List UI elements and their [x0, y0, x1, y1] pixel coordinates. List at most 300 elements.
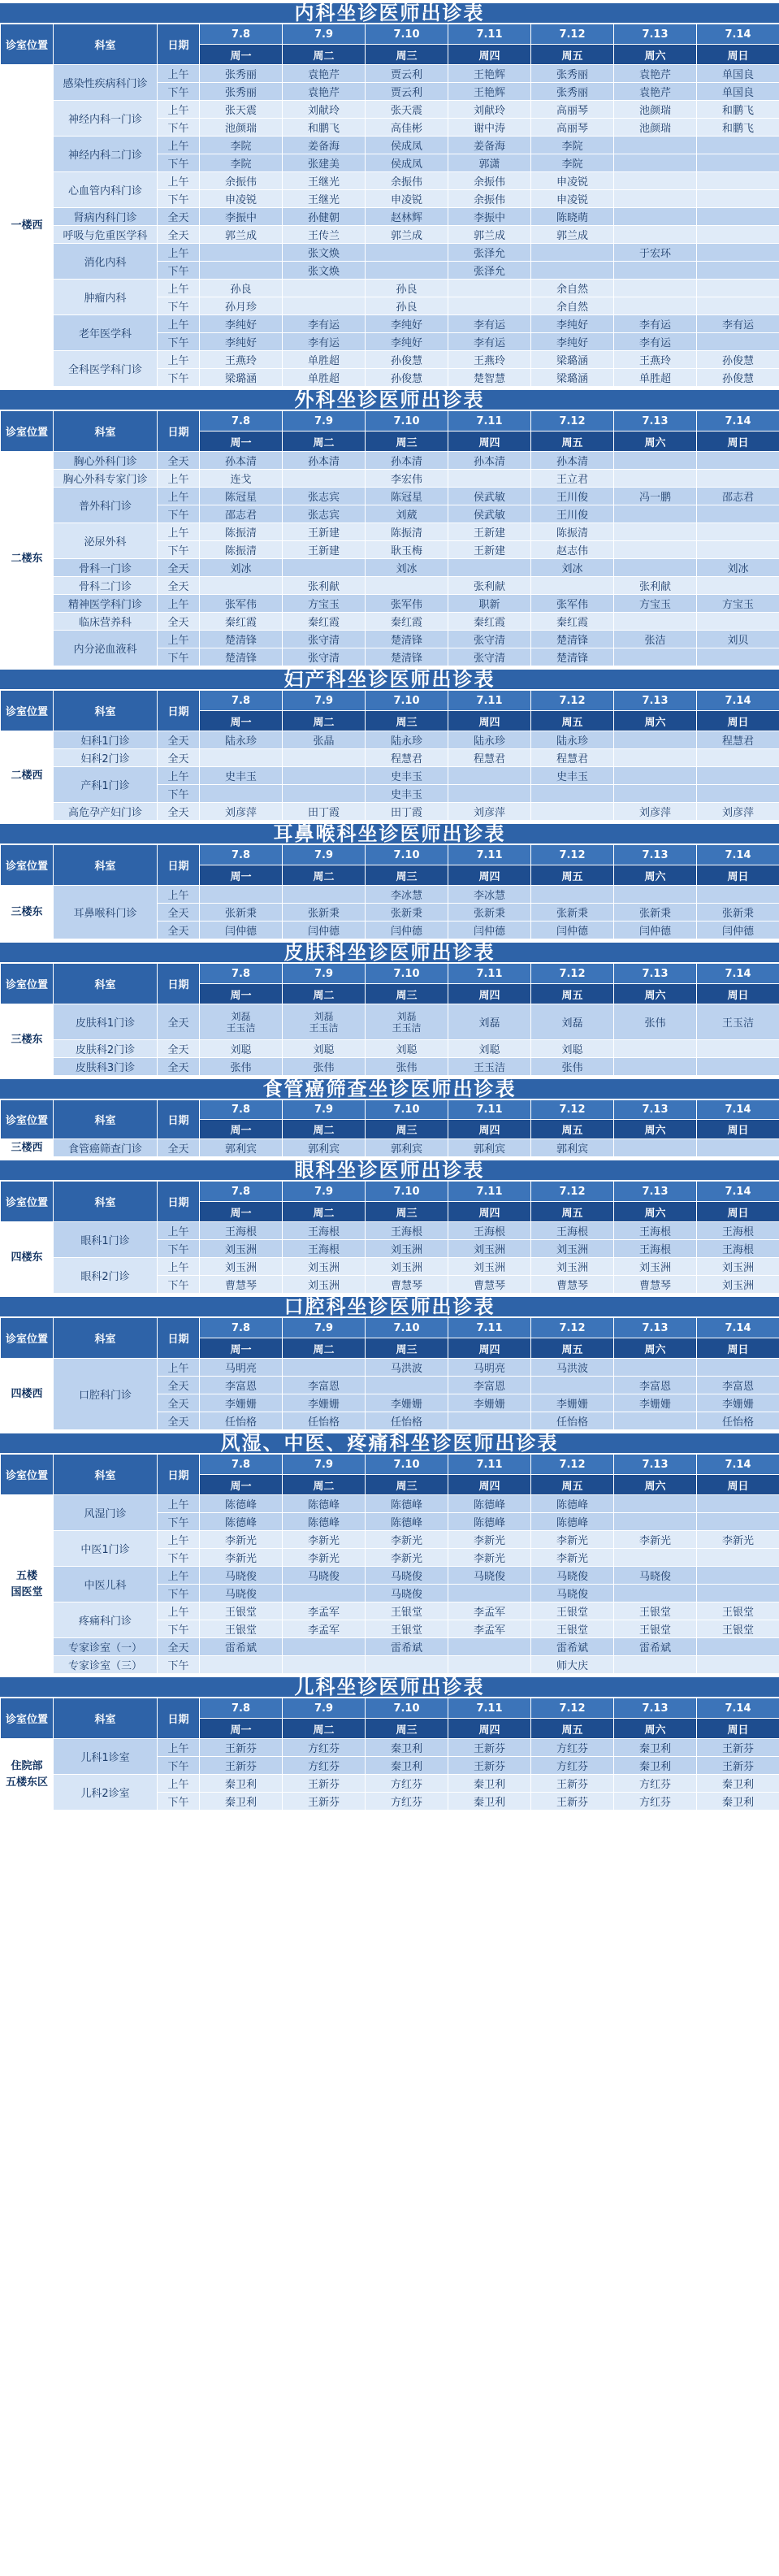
- header-day: 7.11: [448, 964, 531, 984]
- dept-cell: 胸心外科门诊: [54, 452, 158, 470]
- table-row: [1, 208, 779, 226]
- doctor-cell: 张晶: [283, 731, 366, 749]
- doctor-cell: 王新芬: [448, 1739, 531, 1757]
- doctor-cell: 李新光: [614, 1531, 697, 1549]
- doctor-cell: 刘磊: [531, 1004, 614, 1040]
- doctor-cell: 池颜瑞: [614, 119, 697, 137]
- doctor-cell: 王新芬: [697, 1757, 779, 1775]
- doctor-cell: [697, 226, 779, 244]
- table-row: [1, 351, 779, 369]
- doctor-cell: 高丽琴: [531, 101, 614, 119]
- header-day: 7.12: [531, 411, 614, 432]
- doctor-cell: 秦红霞: [366, 613, 448, 631]
- dept-cell: 妇科1门诊: [54, 731, 158, 749]
- doctor-cell: 马洪波: [366, 1359, 448, 1377]
- period-cell: 全天: [158, 1394, 200, 1412]
- header-day: 7.13: [614, 1182, 697, 1202]
- doctor-cell: [531, 577, 614, 595]
- doctor-cell: 孙俊慧: [697, 351, 779, 369]
- doctor-cell: 秦卫利: [448, 1793, 531, 1811]
- doctor-cell: 楚清锋: [366, 631, 448, 648]
- doctor-cell: [614, 731, 697, 749]
- doctor-cell: 刘磊 王玉洁: [366, 1004, 448, 1040]
- doctor-cell: [614, 613, 697, 631]
- table-row: [1, 65, 779, 83]
- doctor-cell: 李有运: [697, 315, 779, 333]
- section-title: 内科坐诊医师出诊表: [0, 0, 779, 24]
- period-cell: 全天: [158, 749, 200, 767]
- header-weekday: 周一: [200, 1338, 283, 1359]
- doctor-cell: 李有运: [614, 333, 697, 351]
- dept-cell: 心血管内科门诊: [54, 172, 158, 208]
- doctor-cell: [448, 767, 531, 785]
- location-cell: 四楼东: [1, 1222, 54, 1294]
- doctor-cell: 刘献玲: [283, 101, 366, 119]
- period-cell: 上午: [158, 767, 200, 785]
- doctor-cell: [697, 1139, 779, 1157]
- dept-cell: 骨科一门诊: [54, 559, 158, 577]
- doctor-cell: [283, 767, 366, 785]
- doctor-cell: 李纯好: [200, 333, 283, 351]
- doctor-cell: 张秀丽: [200, 65, 283, 83]
- header-location: 诊室位置: [1, 411, 54, 452]
- doctor-cell: 王海根: [614, 1240, 697, 1258]
- doctor-cell: 马晓俊: [366, 1567, 448, 1585]
- period-cell: 上午: [158, 488, 200, 505]
- section-title: 儿科坐诊医师出诊表: [0, 1674, 779, 1698]
- table-row: [1, 280, 779, 297]
- doctor-cell: 方红芬: [366, 1793, 448, 1811]
- doctor-cell: 张新秉: [448, 904, 531, 922]
- doctor-cell: 王银堂: [200, 1602, 283, 1620]
- header-day: 7.11: [448, 1100, 531, 1120]
- header-location: 诊室位置: [1, 1318, 54, 1359]
- period-cell: 上午: [158, 137, 200, 154]
- location-cell: 五楼 国医堂: [1, 1495, 54, 1674]
- doctor-cell: [614, 559, 697, 577]
- header-weekday: 周日: [697, 45, 779, 65]
- doctor-cell: [283, 470, 366, 488]
- period-cell: 上午: [158, 523, 200, 541]
- doctor-cell: 刘玉洲: [366, 1240, 448, 1258]
- doctor-cell: 张守清: [283, 648, 366, 666]
- period-cell: 上午: [158, 1602, 200, 1620]
- doctor-cell: 李新光: [283, 1549, 366, 1567]
- period-cell: 上午: [158, 351, 200, 369]
- doctor-cell: [283, 559, 366, 577]
- header-weekday: 周二: [283, 432, 366, 452]
- doctor-cell: 李新光: [366, 1549, 448, 1567]
- doctor-cell: [697, 1513, 779, 1531]
- section-title: 妇产科坐诊医师出诊表: [0, 666, 779, 690]
- header-day: 7.9: [283, 1318, 366, 1338]
- doctor-cell: 孙良: [366, 297, 448, 315]
- doctor-cell: 闫仲德: [448, 922, 531, 939]
- doctor-cell: 张文焕: [283, 262, 366, 280]
- doctor-cell: 和鹏飞: [697, 119, 779, 137]
- header-weekday: 周日: [697, 865, 779, 886]
- table-row: [1, 1495, 779, 1513]
- doctor-cell: 陈德峰: [448, 1513, 531, 1531]
- doctor-cell: 谢中涛: [448, 119, 531, 137]
- dept-cell: 老年医学科: [54, 315, 158, 351]
- doctor-cell: 余振伟: [200, 172, 283, 190]
- doctor-cell: 刘玉洲: [283, 1258, 366, 1276]
- header-day: 7.10: [366, 411, 448, 432]
- doctor-cell: 陈德峰: [448, 1495, 531, 1513]
- header-day: 7.9: [283, 691, 366, 711]
- period-cell: 上午: [158, 595, 200, 613]
- doctor-cell: [614, 190, 697, 208]
- period-cell: 下午: [158, 1656, 200, 1674]
- doctor-cell: 梁璐涵: [531, 351, 614, 369]
- doctor-cell: 马晓俊: [283, 1567, 366, 1585]
- header-dept: 科室: [54, 24, 158, 65]
- doctor-cell: 程慧君: [366, 749, 448, 767]
- doctor-cell: 李孟军: [448, 1620, 531, 1638]
- header-day: 7.10: [366, 1100, 448, 1120]
- header-dept: 科室: [54, 1318, 158, 1359]
- doctor-cell: 刘玉洲: [200, 1240, 283, 1258]
- doctor-cell: [697, 1040, 779, 1058]
- period-cell: 全天: [158, 613, 200, 631]
- doctor-cell: [448, 1585, 531, 1602]
- doctor-cell: 陈冠星: [200, 488, 283, 505]
- doctor-cell: [448, 297, 531, 315]
- doctor-cell: [283, 297, 366, 315]
- doctor-cell: 陈德峰: [200, 1495, 283, 1513]
- period-cell: 上午: [158, 315, 200, 333]
- header-weekday: 周五: [531, 984, 614, 1004]
- doctor-cell: 于宏环: [614, 244, 697, 262]
- doctor-cell: 孙良: [200, 280, 283, 297]
- doctor-cell: 方红芬: [283, 1739, 366, 1757]
- period-cell: 全天: [158, 922, 200, 939]
- doctor-cell: [200, 577, 283, 595]
- doctor-cell: 孙本清: [283, 452, 366, 470]
- doctor-cell: 孙本清: [200, 452, 283, 470]
- header-location: 诊室位置: [1, 1182, 54, 1222]
- period-cell: 全天: [158, 559, 200, 577]
- doctor-cell: 李纯好: [531, 333, 614, 351]
- schedule-section: [0, 1294, 779, 1430]
- doctor-cell: 刘玉洲: [366, 1258, 448, 1276]
- doctor-cell: 陈振清: [200, 523, 283, 541]
- doctor-cell: 李孟军: [448, 1602, 531, 1620]
- doctor-cell: 李富恩: [448, 1377, 531, 1394]
- doctor-cell: [200, 244, 283, 262]
- doctor-cell: 陆永珍: [531, 731, 614, 749]
- doctor-cell: 王海根: [697, 1222, 779, 1240]
- doctor-cell: 孙俊慧: [366, 369, 448, 387]
- doctor-cell: 刘献玲: [448, 101, 531, 119]
- doctor-cell: 张军伟: [200, 595, 283, 613]
- doctor-cell: 王新芬: [697, 1739, 779, 1757]
- doctor-cell: [697, 1359, 779, 1377]
- doctor-cell: 郭兰成: [448, 226, 531, 244]
- doctor-cell: 郭兰成: [200, 226, 283, 244]
- period-cell: 全天: [158, 1058, 200, 1076]
- doctor-cell: 王银堂: [531, 1620, 614, 1638]
- dept-cell: 产科1门诊: [54, 767, 158, 803]
- header-day: 7.14: [697, 1100, 779, 1120]
- doctor-cell: [697, 137, 779, 154]
- header-day: 7.11: [448, 1318, 531, 1338]
- header-day: 7.9: [283, 1100, 366, 1120]
- header-weekday: 周二: [283, 865, 366, 886]
- period-cell: 全天: [158, 803, 200, 821]
- schedule-section: [0, 1157, 779, 1294]
- period-cell: 上午: [158, 1531, 200, 1549]
- doctor-cell: 史丰玉: [366, 785, 448, 803]
- header-day: 7.14: [697, 845, 779, 865]
- doctor-cell: 余振伟: [448, 172, 531, 190]
- doctor-cell: 王新芬: [448, 1757, 531, 1775]
- doctor-cell: 王立君: [531, 470, 614, 488]
- doctor-cell: [614, 280, 697, 297]
- doctor-cell: 刘玉洲: [697, 1258, 779, 1276]
- period-cell: 全天: [158, 1040, 200, 1058]
- schedule-table: [0, 690, 779, 821]
- doctor-cell: 张泽允: [448, 262, 531, 280]
- doctor-cell: 李姗姗: [531, 1394, 614, 1412]
- doctor-cell: 刘冰: [531, 559, 614, 577]
- doctor-cell: 秦卫利: [448, 1775, 531, 1793]
- doctor-cell: 马明亮: [200, 1359, 283, 1377]
- doctor-cell: 陈振清: [366, 523, 448, 541]
- dept-cell: 眼科1门诊: [54, 1222, 158, 1258]
- doctor-cell: [366, 262, 448, 280]
- doctor-cell: 刘聪: [531, 1040, 614, 1058]
- doctor-cell: 侯成凤: [366, 137, 448, 154]
- period-cell: 下午: [158, 785, 200, 803]
- period-cell: 上午: [158, 1222, 200, 1240]
- schedule-section: [0, 1430, 779, 1674]
- location-cell: 三楼东: [1, 1004, 54, 1076]
- period-cell: 下午: [158, 119, 200, 137]
- header-day: 7.11: [448, 1455, 531, 1475]
- header-weekday: 周六: [614, 865, 697, 886]
- doctor-cell: [448, 470, 531, 488]
- doctor-cell: 刘玉洲: [531, 1258, 614, 1276]
- table-row: [1, 1222, 779, 1240]
- doctor-cell: 梁璐涵: [200, 369, 283, 387]
- doctor-cell: [614, 523, 697, 541]
- dept-cell: 感染性疾病科门诊: [54, 65, 158, 101]
- header-weekday: 周四: [448, 1475, 531, 1495]
- doctor-cell: 张建美: [283, 154, 366, 172]
- doctor-cell: 贾云利: [366, 65, 448, 83]
- header-day: 7.11: [448, 845, 531, 865]
- header-weekday: 周四: [448, 432, 531, 452]
- doctor-cell: 陈德峰: [366, 1513, 448, 1531]
- doctor-cell: 王海根: [531, 1222, 614, 1240]
- header-weekday: 周一: [200, 1120, 283, 1139]
- doctor-cell: 刘磊 王玉洁: [200, 1004, 283, 1040]
- doctor-cell: 张守清: [448, 631, 531, 648]
- period-cell: 上午: [158, 1567, 200, 1585]
- doctor-cell: 闫仲德: [283, 922, 366, 939]
- doctor-cell: 田丁霞: [366, 803, 448, 821]
- doctor-cell: 王银堂: [531, 1602, 614, 1620]
- doctor-cell: 侯武敏: [448, 505, 531, 523]
- header-weekday: 周日: [697, 1475, 779, 1495]
- location-cell: 三楼西: [1, 1139, 54, 1157]
- doctor-cell: 楚清锋: [366, 648, 448, 666]
- doctor-cell: 楚清锋: [531, 631, 614, 648]
- doctor-cell: [531, 244, 614, 262]
- doctor-cell: [614, 505, 697, 523]
- table-row: [1, 1656, 779, 1674]
- doctor-cell: 方宝玉: [283, 595, 366, 613]
- doctor-cell: 任怡格: [200, 1412, 283, 1430]
- doctor-cell: 单胜超: [614, 369, 697, 387]
- period-cell: 下午: [158, 1620, 200, 1638]
- doctor-cell: 李姗姗: [614, 1394, 697, 1412]
- doctor-cell: 郭利宾: [283, 1139, 366, 1157]
- doctor-cell: 王玉洁: [697, 1004, 779, 1040]
- header-weekday: 周四: [448, 45, 531, 65]
- doctor-cell: 秦卫利: [614, 1757, 697, 1775]
- doctor-cell: 张伟: [200, 1058, 283, 1076]
- doctor-cell: 王川俊: [531, 505, 614, 523]
- doctor-cell: [614, 1585, 697, 1602]
- doctor-cell: [614, 541, 697, 559]
- table-row: [1, 1058, 779, 1076]
- header-day: 7.13: [614, 411, 697, 432]
- doctor-cell: 李冰慧: [448, 886, 531, 904]
- doctor-cell: 李姗姗: [448, 1394, 531, 1412]
- doctor-cell: 王新芬: [531, 1775, 614, 1793]
- header-weekday: 周四: [448, 865, 531, 886]
- doctor-cell: 任怡格: [697, 1412, 779, 1430]
- header-date: 日期: [158, 845, 200, 886]
- header-weekday: 周五: [531, 1719, 614, 1739]
- doctor-cell: 王新芬: [531, 1793, 614, 1811]
- doctor-cell: [283, 749, 366, 767]
- doctor-cell: 任怡格: [531, 1412, 614, 1430]
- doctor-cell: 闫仲德: [531, 922, 614, 939]
- header-day: 7.8: [200, 1318, 283, 1338]
- doctor-cell: [697, 244, 779, 262]
- doctor-cell: 高丽琴: [531, 119, 614, 137]
- section-title: 口腔科坐诊医师出诊表: [0, 1294, 779, 1317]
- schedule-section: [0, 821, 779, 939]
- header-day: 7.10: [366, 1455, 448, 1475]
- doctor-cell: [531, 262, 614, 280]
- doctor-cell: [697, 172, 779, 190]
- header-date: 日期: [158, 1318, 200, 1359]
- doctor-cell: 秦红霞: [283, 613, 366, 631]
- doctor-cell: 余自然: [531, 297, 614, 315]
- period-cell: 下午: [158, 648, 200, 666]
- doctor-cell: 史丰玉: [531, 767, 614, 785]
- doctor-cell: [531, 803, 614, 821]
- header-day: 7.13: [614, 1318, 697, 1338]
- header-weekday: 周三: [366, 432, 448, 452]
- doctor-cell: [448, 1412, 531, 1430]
- dept-cell: 妇科2门诊: [54, 749, 158, 767]
- table-row: [1, 315, 779, 333]
- doctor-cell: 袁艳芹: [283, 83, 366, 101]
- doctor-cell: 耿玉梅: [366, 541, 448, 559]
- schedule-section: [0, 1076, 779, 1157]
- doctor-cell: [697, 886, 779, 904]
- doctor-cell: 王新建: [283, 541, 366, 559]
- header-day: 7.9: [283, 1455, 366, 1475]
- dept-cell: 胸心外科专家门诊: [54, 470, 158, 488]
- doctor-cell: [614, 1656, 697, 1674]
- doctor-cell: [697, 190, 779, 208]
- dept-cell: 中医1门诊: [54, 1531, 158, 1567]
- table-row: [1, 1040, 779, 1058]
- doctor-cell: 李院: [200, 137, 283, 154]
- period-cell: 上午: [158, 631, 200, 648]
- table-row: [1, 613, 779, 631]
- doctor-cell: 方宝玉: [697, 595, 779, 613]
- doctor-cell: 陈德峰: [366, 1495, 448, 1513]
- doctor-cell: 张志宾: [283, 505, 366, 523]
- period-cell: 上午: [158, 1495, 200, 1513]
- table-row: [1, 767, 779, 785]
- doctor-cell: 王艳辉: [448, 83, 531, 101]
- doctor-cell: 孙良: [366, 280, 448, 297]
- header-weekday: 周五: [531, 1475, 614, 1495]
- doctor-cell: [697, 577, 779, 595]
- section-title: 眼科坐诊医师出诊表: [0, 1157, 779, 1181]
- doctor-cell: 王新芬: [283, 1775, 366, 1793]
- doctor-cell: 张洁: [614, 631, 697, 648]
- doctor-cell: 刘聪: [448, 1040, 531, 1058]
- doctor-cell: 李新光: [366, 1531, 448, 1549]
- header-dept: 科室: [54, 411, 158, 452]
- doctor-cell: 李新光: [448, 1531, 531, 1549]
- doctor-cell: 王新芬: [200, 1757, 283, 1775]
- doctor-cell: 王银堂: [697, 1620, 779, 1638]
- header-location: 诊室位置: [1, 964, 54, 1004]
- period-cell: 下午: [158, 1240, 200, 1258]
- doctor-cell: 陈振清: [200, 541, 283, 559]
- header-day: 7.9: [283, 964, 366, 984]
- doctor-cell: 孙月珍: [200, 297, 283, 315]
- header-day: 7.8: [200, 24, 283, 45]
- doctor-cell: 方红芬: [614, 1775, 697, 1793]
- header-dept: 科室: [54, 1698, 158, 1739]
- doctor-cell: 陆永珍: [448, 731, 531, 749]
- header-day: 7.11: [448, 1698, 531, 1719]
- doctor-cell: [697, 470, 779, 488]
- dept-cell: 普外科门诊: [54, 488, 158, 523]
- doctor-cell: 郭潇: [448, 154, 531, 172]
- dept-cell: 精神医学科门诊: [54, 595, 158, 613]
- doctor-cell: 马晓俊: [200, 1567, 283, 1585]
- doctor-cell: 刘聪: [366, 1040, 448, 1058]
- header-day: 7.8: [200, 1455, 283, 1475]
- doctor-cell: 单胜超: [283, 351, 366, 369]
- doctor-cell: 陈德峰: [283, 1513, 366, 1531]
- doctor-cell: [697, 1585, 779, 1602]
- doctor-cell: 刘彦萍: [697, 803, 779, 821]
- table-row: [1, 559, 779, 577]
- doctor-cell: 刘彦萍: [448, 803, 531, 821]
- doctor-cell: 王继光: [283, 190, 366, 208]
- period-cell: 上午: [158, 1359, 200, 1377]
- doctor-cell: [697, 505, 779, 523]
- doctor-cell: [697, 749, 779, 767]
- doctor-cell: 连戈: [200, 470, 283, 488]
- dept-cell: 专家诊室（三）: [54, 1656, 158, 1674]
- doctor-cell: 王新芬: [200, 1739, 283, 1757]
